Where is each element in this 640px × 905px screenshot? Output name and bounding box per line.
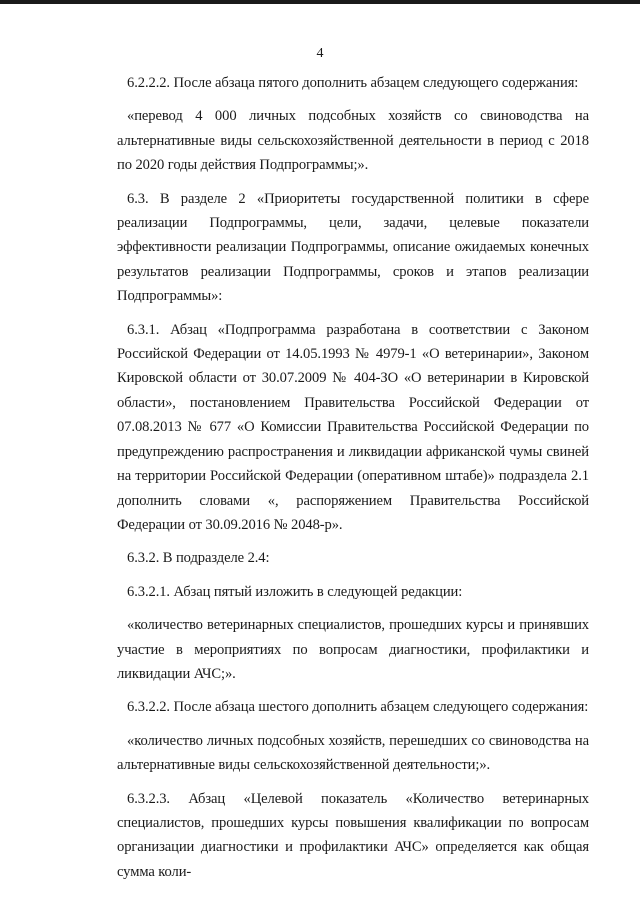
paragraph: 6.3.2.3. Абзац «Целевой показатель «Количество ветеринарных специалистов, прошедших курсы повышения квалификации по вопросам организации диагностики и профилактики АЧС» определяется как общая сумма коли- xyxy=(117,790,589,880)
paragraph: 6.3.1. Абзац «Подпрограмма разработана в соответствии с Законом Российской Федерации от 14.05.1993 № 4979-1 «О ветеринарии», Законом Кировской области от 30.07.2009 № 404-ЗО «О ветеринарии в Кировской области», постановлением Правительства Российской Федерации от 07.08.2013 № 677 «О Комиссии Правительства Российской Федерации по предупреждению распространения и ликвидации африканской чумы свиней на территории Российской Федерации (оперативном штабе)» подраздела 2.1 дополнить словами «, распоряжением Правительства Российской Федерации от 30.09.2016 № 2048-р». xyxy=(117,321,589,533)
document-body xyxy=(117,71,589,893)
paragraph: 6.3. В разделе 2 «Приоритеты государственной политики в сфере реализации Подпрограммы, цели, задачи, целевые показатели эффективности реализации Подпрограммы, описание ожидаемых конечных результатов реализации Подпрограммы, сроков и этапов реализации Подпрограммы»: xyxy=(117,190,589,305)
paragraph: 6.3.2. В подразделе 2.4: xyxy=(127,550,270,567)
paragraph: 6.2.2.2. После абзаца пятого дополнить абзацем следующего содержания: xyxy=(127,75,579,91)
page-number: 4 xyxy=(316,46,324,61)
top-border-line xyxy=(0,0,640,4)
paragraph: «количество личных подсобных хозяйств, перешедших со свиноводства на альтернативные виды сельскохозяйственной деятельности;». xyxy=(117,732,589,774)
paragraph: «перевод 4 000 личных подсобных хозяйств со свиноводства на альтернативные виды сельскохозяйственной деятельности в период с 2018 по 2020 годы действия Подпрограммы;». xyxy=(117,108,589,174)
paragraph: 6.3.2.2. После абзаца шестого дополнить абзацем следующего содержания: xyxy=(127,699,589,716)
paragraph: 6.3.2.1. Абзац пятый изложить в следующей редакции: xyxy=(127,583,463,600)
paragraph: «количество ветеринарных специалистов, прошедших курсы и принявших участие в мероприятиях по вопросам диагностики, профилактики и ликвидации АЧС;». xyxy=(117,617,589,682)
